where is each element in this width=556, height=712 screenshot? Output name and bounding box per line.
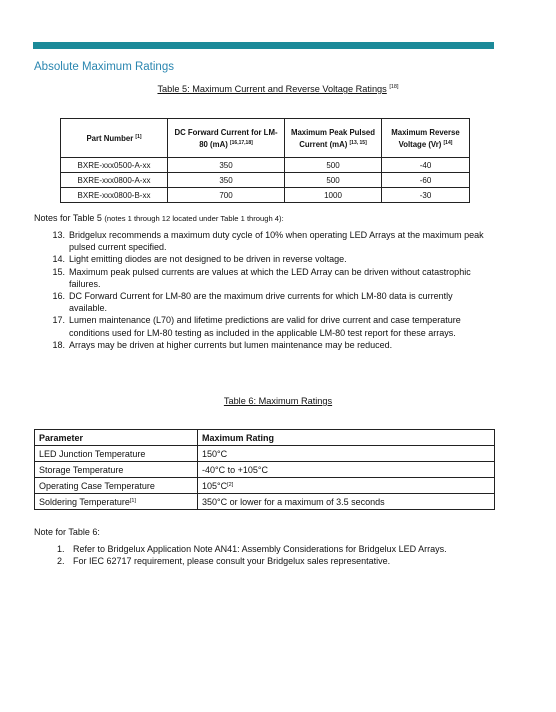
list-item: 2. For IEC 62717 requirement, please consult your Bridgelux sales representative. <box>57 556 391 567</box>
table6 <box>34 429 495 510</box>
table5-header-part-number: Part Number [1] <box>61 119 168 158</box>
table6-header-parameter: Parameter <box>35 430 198 446</box>
table-cell: -60 <box>382 173 470 188</box>
table-cell: 500 <box>285 158 382 173</box>
table-cell: 350 <box>168 173 285 188</box>
table-cell: 350°C or lower for a maximum of 3.5 seconds <box>198 494 495 510</box>
table-row <box>61 173 470 188</box>
table-cell: BXRE-xxx0500-A-xx <box>61 158 168 173</box>
table6-header-row <box>35 430 495 446</box>
table-row <box>35 462 495 478</box>
list-item: 13. Bridgelux recommends a maximum duty cycle of 10% when operating LED Arrays at the maximum peak pulsed current specified. <box>52 230 484 253</box>
table6-header-maximum-rating: Maximum Rating <box>198 430 495 446</box>
table-row <box>61 188 470 203</box>
notes5-list <box>53 229 493 351</box>
table-cell: 150°C <box>198 446 495 462</box>
list-item: 15. Maximum peak pulsed currents are values at which the LED Array can be driven without catastrophic failures. <box>52 266 471 289</box>
table6-caption <box>0 396 556 406</box>
list-item: 17. Lumen maintenance (L70) and lifetime predictions are valid for drive current and case temperature conditions used for LM-80 testing as included in the applicable LM-80 test report for these arrays. <box>52 315 461 338</box>
table-cell: -30 <box>382 188 470 203</box>
table-cell: LED Junction Temperature <box>35 446 198 462</box>
header-accent-bar <box>33 42 494 49</box>
table5-caption-text: Table 5: Maximum Current and Reverse Voltage Ratings <box>157 84 387 94</box>
list-item: 14. Light emitting diodes are not designed to be driven in reverse voltage. <box>52 254 347 265</box>
table-row <box>35 446 495 462</box>
section-heading: Absolute Maximum Ratings <box>34 61 174 73</box>
table-row <box>35 494 495 510</box>
table5-header-dc-forward-current: DC Forward Current for LM-80 (mA) [16,17,18] <box>168 119 285 158</box>
table5-caption-ref: [18] <box>389 84 399 90</box>
list-item: 18. Arrays may be driven at higher currents but lumen maintenance may be reduced. <box>52 339 393 350</box>
table-row <box>35 478 495 494</box>
table-cell: -40 <box>382 158 470 173</box>
table-cell: 500 <box>285 173 382 188</box>
table-cell: Storage Temperature <box>35 462 198 478</box>
table5-header-reverse-voltage: Maximum Reverse Voltage (Vr) [14] <box>382 119 470 158</box>
table-cell: 350 <box>168 158 285 173</box>
table5-header-peak-pulsed-current: Maximum Peak Pulsed Current (mA) [13, 15] <box>285 119 382 158</box>
table-cell: BXRE-xxx0800-B-xx <box>61 188 168 203</box>
notes5-heading: Notes for Table 5 (notes 1 through 12 located under Table 1 through 4): <box>34 213 284 223</box>
table-cell: Operating Case Temperature <box>35 478 198 494</box>
list-item: 16. DC Forward Current for LM-80 are the maximum drive currents for which LM-80 data is currently available. <box>52 291 453 314</box>
table-cell: Soldering Temperature[1] <box>35 494 198 510</box>
table5 <box>60 118 470 203</box>
notes6-list <box>57 543 497 567</box>
table5-caption <box>0 84 556 94</box>
table-row <box>61 158 470 173</box>
table-cell: BXRE-xxx0800-A-xx <box>61 173 168 188</box>
list-item: 1. Refer to Bridgelux Application Note AN41: Assembly Considerations for Bridgelux LED Arrays. <box>57 544 447 554</box>
table-cell: 105°C[2] <box>198 478 495 494</box>
table-cell: 1000 <box>285 188 382 203</box>
table6-caption-text: Table 6: Maximum Ratings <box>223 396 333 406</box>
table-cell: 700 <box>168 188 285 203</box>
table5-header-row <box>61 119 470 158</box>
table-cell: -40°C to +105°C <box>198 462 495 478</box>
notes6-heading: Note for Table 6: <box>34 527 100 537</box>
